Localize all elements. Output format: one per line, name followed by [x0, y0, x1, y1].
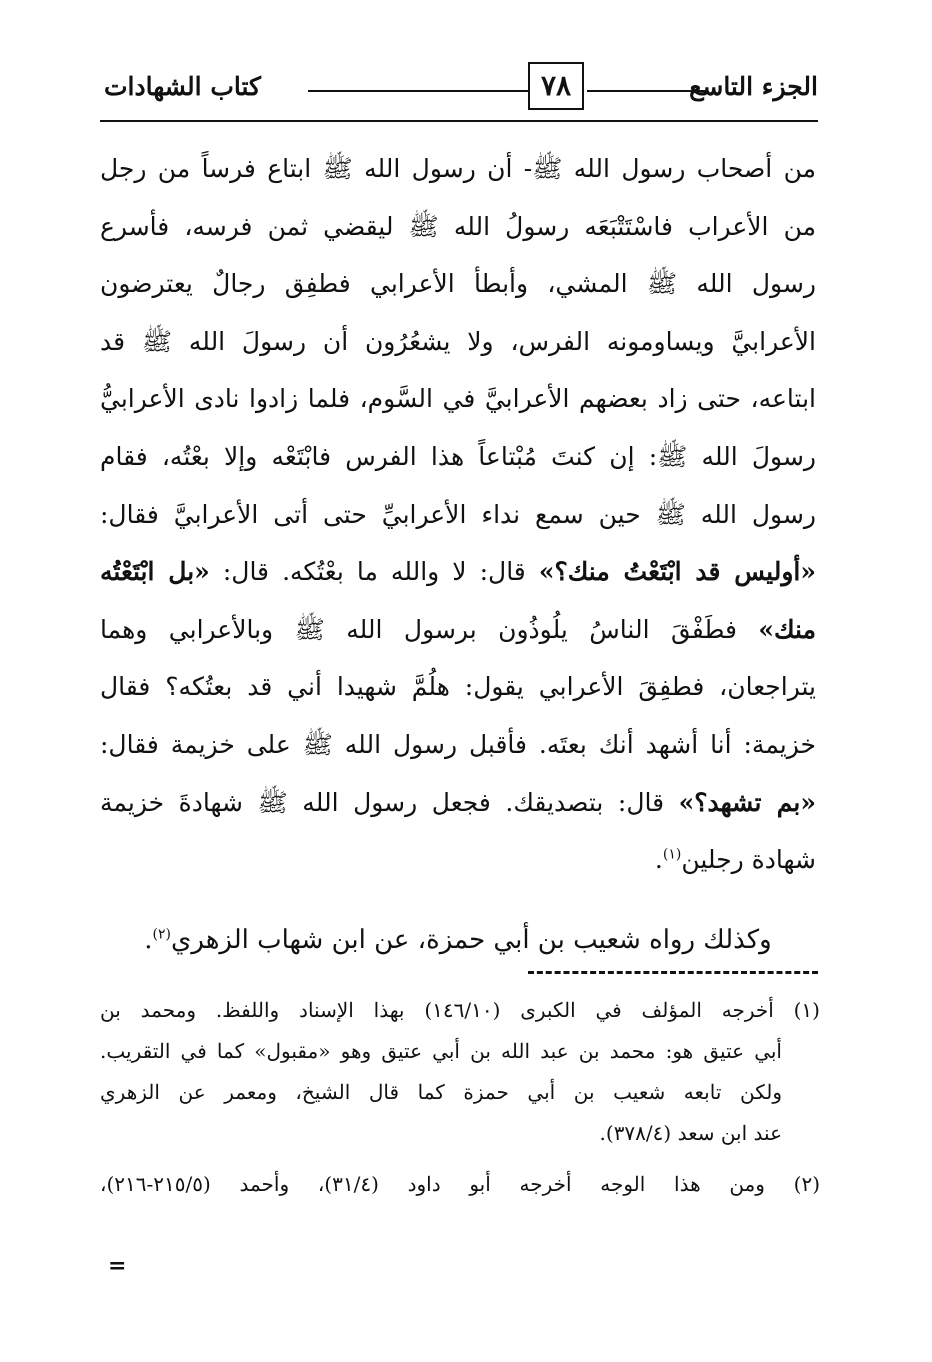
text-line: رسول الله ﷺ المشي، وأبطأ الأعرابي فطفِق رجالٌ يعترضون [100, 269, 816, 299]
quote-bold: «أوليس قد ابْتَعْتُ منك؟» [538, 557, 816, 587]
text-line: ابتاعه، حتى زاد بعضهم الأعرابيَّ في السَّوم، فلما زادوا نادى الأعرابيُّ [100, 384, 816, 414]
page-header [100, 62, 818, 118]
line-end: . [654, 845, 663, 875]
text-line [100, 831, 816, 889]
quote-bold: «بل ابْتَعْتُه [100, 557, 210, 587]
text-line: من أصحاب رسول الله ﷺ- أن رسول الله ﷺ ابتاع فرساً من رجل [100, 154, 816, 183]
book-title: كتاب الشهادات [104, 72, 261, 101]
text-line [100, 543, 816, 601]
footnote-line: عند ابن سعد (٣٧٨/٤). [599, 1121, 782, 1145]
footnote-separator [528, 971, 818, 974]
footnote-ref-2[interactable]: (٢) [152, 926, 171, 943]
line-text: قال: بتصديقك. فجعل رسول الله ﷺ شهادةَ خزيمة [100, 787, 679, 817]
footnote-line: (٢) ومن هذا الوجه أخرجه أبو داود (٣١/٤)، وأحمد (٢١٥/٥-٢١٦)، [100, 1172, 820, 1196]
header-rule-right [587, 90, 707, 92]
text-line: من الأعراب فاسْتَتْبَعَه رسولُ الله ﷺ ليقضي ثمن فرسه، فأسرع [100, 211, 816, 241]
footnote-line: ولكن تابعه شعيب بن أبي حمزة كما قال الشيخ، ومعمر عن الزهري [100, 1080, 782, 1104]
text-line: الأعرابيَّ ويساومونه الفرس، ولا يشعُرُون أن رسولَ الله ﷺ قد [100, 326, 816, 356]
line-text: شهادة رجلين [681, 845, 816, 875]
text-line: يتراجعان، فطفِقَ الأعرابي يقول: هلُمَّ شهيدا أني قد بعتُكه؟ فقال [100, 672, 816, 702]
footnote-line: (١) أخرجه المؤلف في الكبرى (١٤٦/١٠) بهذا الإسناد واللفظ. ومحمد بن [100, 998, 820, 1022]
volume-label: الجزء التاسع [689, 72, 818, 101]
footnote-line: أبي عتيق هو: محمد بن عبد الله بن أبي عتيق وهو «مقبول» كما في التقريب. [100, 1039, 782, 1063]
header-underline [100, 120, 818, 122]
quote-bold: منك» [758, 614, 816, 644]
text-line: رسول الله ﷺ حين سمع نداء الأعرابيِّ حتى أتى الأعرابيَّ فقال: [100, 499, 816, 529]
text-line [100, 774, 816, 832]
main-text [100, 140, 816, 889]
line-text: قال: لا والله ما بعْتُكه. قال: [209, 557, 539, 587]
line-text: فطَفْقَ الناسُ يلُوذُون برسول الله ﷺ وبالأعرابي وهما [100, 614, 759, 644]
narration-text: وكذلك رواه شعيب بن أبي حمزة، عن ابن شهاب الزهري [171, 925, 772, 955]
footnote-ref-1[interactable]: (١) [662, 846, 682, 863]
quote-bold: «بم تشهد؟» [678, 787, 816, 817]
text-line: خزيمة: أنا أشهد أنك بعتَه. فأقبل رسول الله ﷺ على خزيمة فقال: [100, 729, 816, 759]
header-rule-left [308, 90, 528, 92]
continuation-mark: = [108, 1253, 127, 1279]
page-number: ٧٨ [528, 62, 584, 110]
text-line [100, 601, 816, 659]
footnotes [100, 990, 820, 1205]
text-line: رسولَ الله ﷺ: إن كنتَ مُبْتاعاً هذا الفرس فابْتَعْه وإلا بعْتُه، فقام [100, 441, 816, 471]
narration-end: . [144, 925, 153, 955]
narration-line [100, 910, 816, 970]
